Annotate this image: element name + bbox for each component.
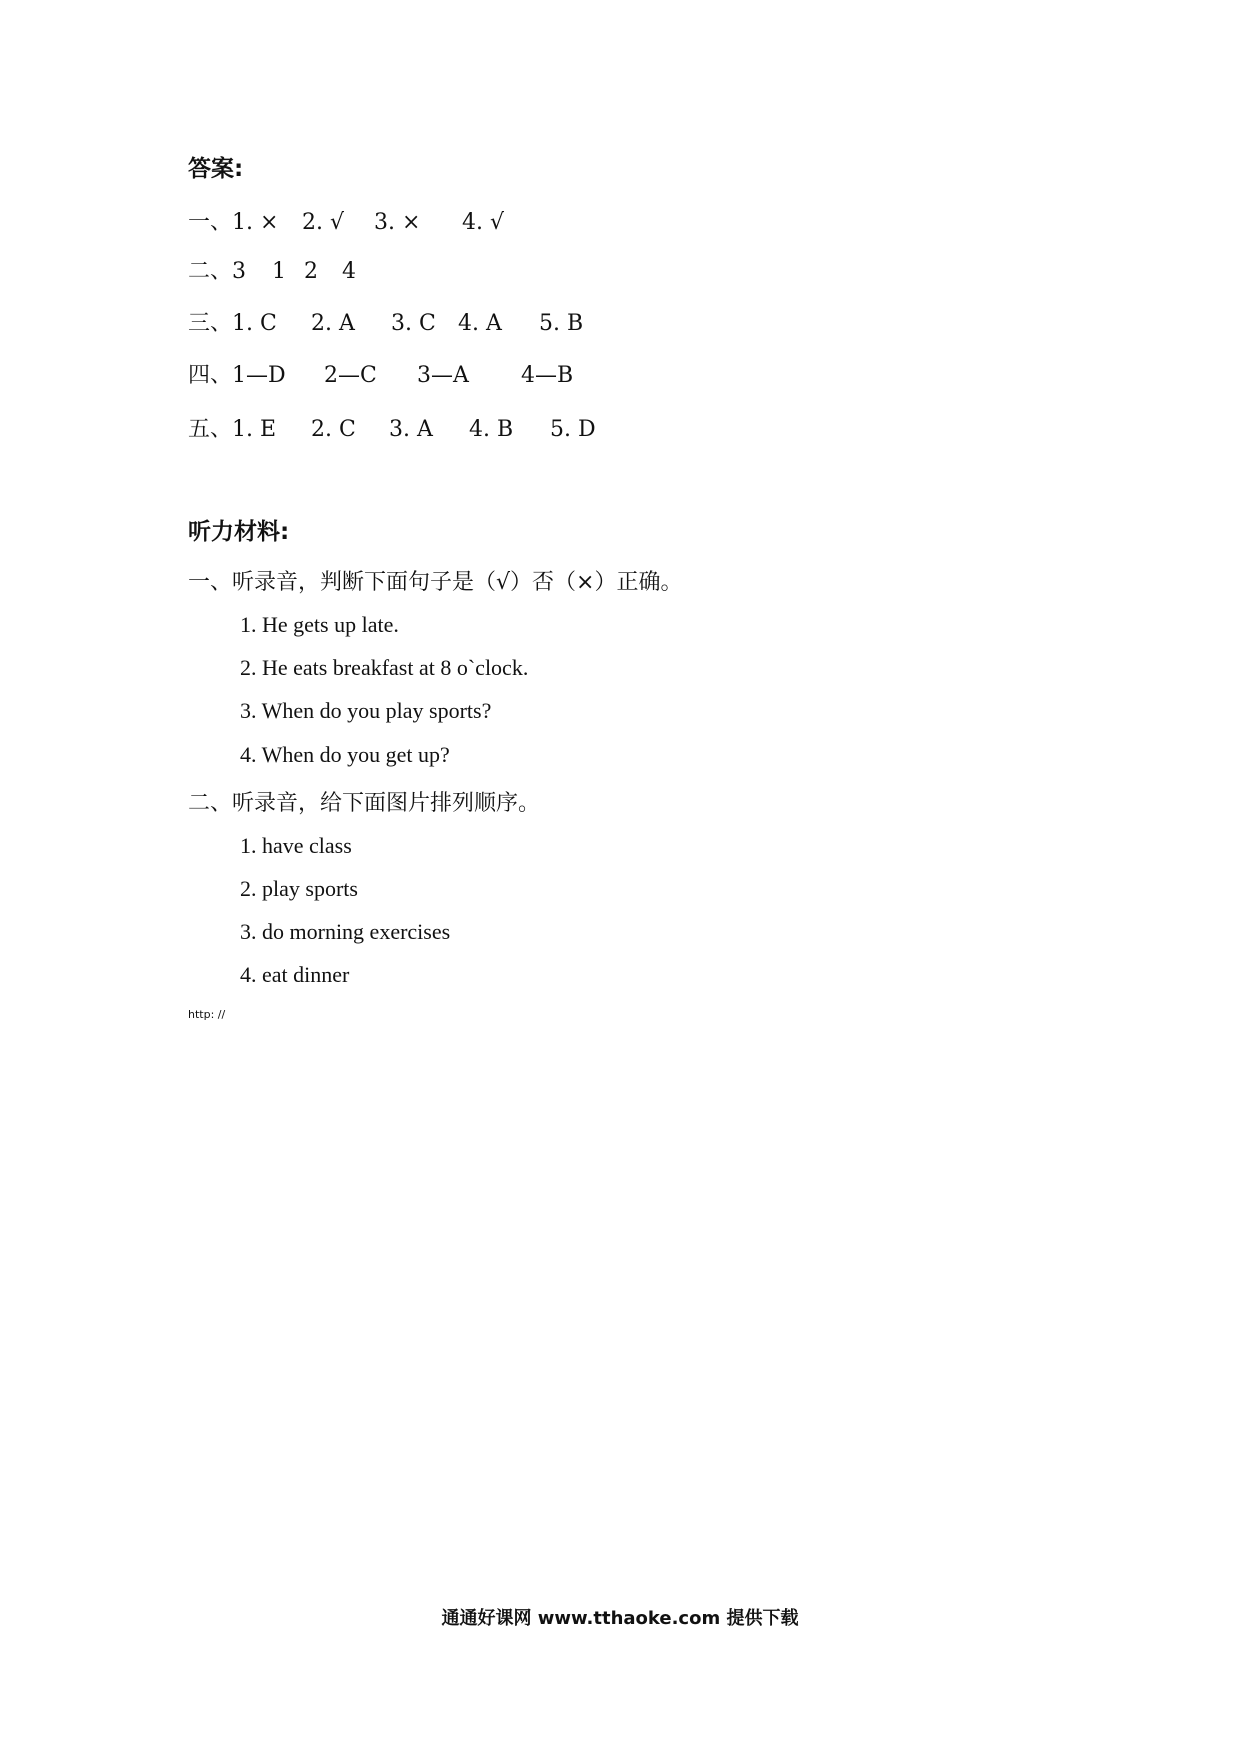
- answer-item: 1. C: [232, 311, 277, 336]
- answer-row-prefix: 五、: [188, 417, 233, 442]
- answer-item: 2. C: [311, 417, 356, 442]
- answer-item: 4—B: [521, 363, 574, 388]
- answer-item: 5. D: [550, 417, 596, 442]
- answer-item: 2. A: [311, 311, 355, 336]
- answer-row-prefix: 一、: [188, 210, 233, 235]
- listening-line: 1. He gets up late.: [240, 612, 399, 637]
- listening-line: 3. do morning exercises: [240, 919, 451, 944]
- answer-item: 5. B: [539, 311, 584, 336]
- answer-item: 3. C: [391, 311, 436, 336]
- answer-item: 1: [272, 259, 287, 284]
- listening-line: 4. When do you get up?: [240, 742, 450, 767]
- answer-item: 3. A: [389, 417, 433, 442]
- answer-item: 4. B: [469, 417, 514, 442]
- answer-item: 1. E: [232, 417, 277, 442]
- answer-item: 2—C: [324, 363, 377, 388]
- url-text: http: //: [188, 1008, 226, 1021]
- listening-line: 1. have class: [240, 833, 352, 858]
- answer-item: 1—D: [232, 363, 286, 388]
- answer-item: 4: [342, 259, 357, 284]
- answer-row-4: [188, 358, 573, 389]
- listening-section-1-heading: 一、听录音，判断下面句子是（√）否（×）正确。: [188, 570, 683, 595]
- answer-item: 4. A: [458, 311, 502, 336]
- listening-line: 3. When do you play sports?: [240, 698, 492, 723]
- answer-row-prefix: 四、: [188, 363, 233, 388]
- answer-item: 3—A: [417, 363, 469, 388]
- answer-row-prefix: 二、: [188, 259, 233, 284]
- answer-row-3: [188, 306, 583, 337]
- answer-row-5: [188, 412, 596, 443]
- answer-item: 3. ×: [374, 210, 421, 235]
- footer-text: 通通好课网 www.tthaoke.com 提供下载: [441, 1608, 799, 1629]
- answer-row-prefix: 三、: [188, 311, 233, 336]
- answer-item: 2: [304, 259, 319, 284]
- listening-line: 4. eat dinner: [240, 962, 350, 987]
- answer-row-2: [188, 254, 356, 285]
- listening-line: 2. He eats breakfast at 8 o`clock.: [240, 655, 529, 680]
- answer-item: 4. √: [462, 210, 505, 235]
- answer-item: 1. ×: [232, 210, 279, 235]
- listening-section-2-heading: 二、听录音，给下面图片排列顺序。: [188, 791, 541, 816]
- answer-item: 3: [232, 259, 247, 284]
- answer-item: 2. √: [302, 210, 345, 235]
- answers-title: 答案:: [188, 156, 244, 182]
- answer-row-1: [188, 205, 504, 236]
- listening-title: 听力材料:: [188, 519, 290, 545]
- listening-line: 2. play sports: [240, 876, 358, 901]
